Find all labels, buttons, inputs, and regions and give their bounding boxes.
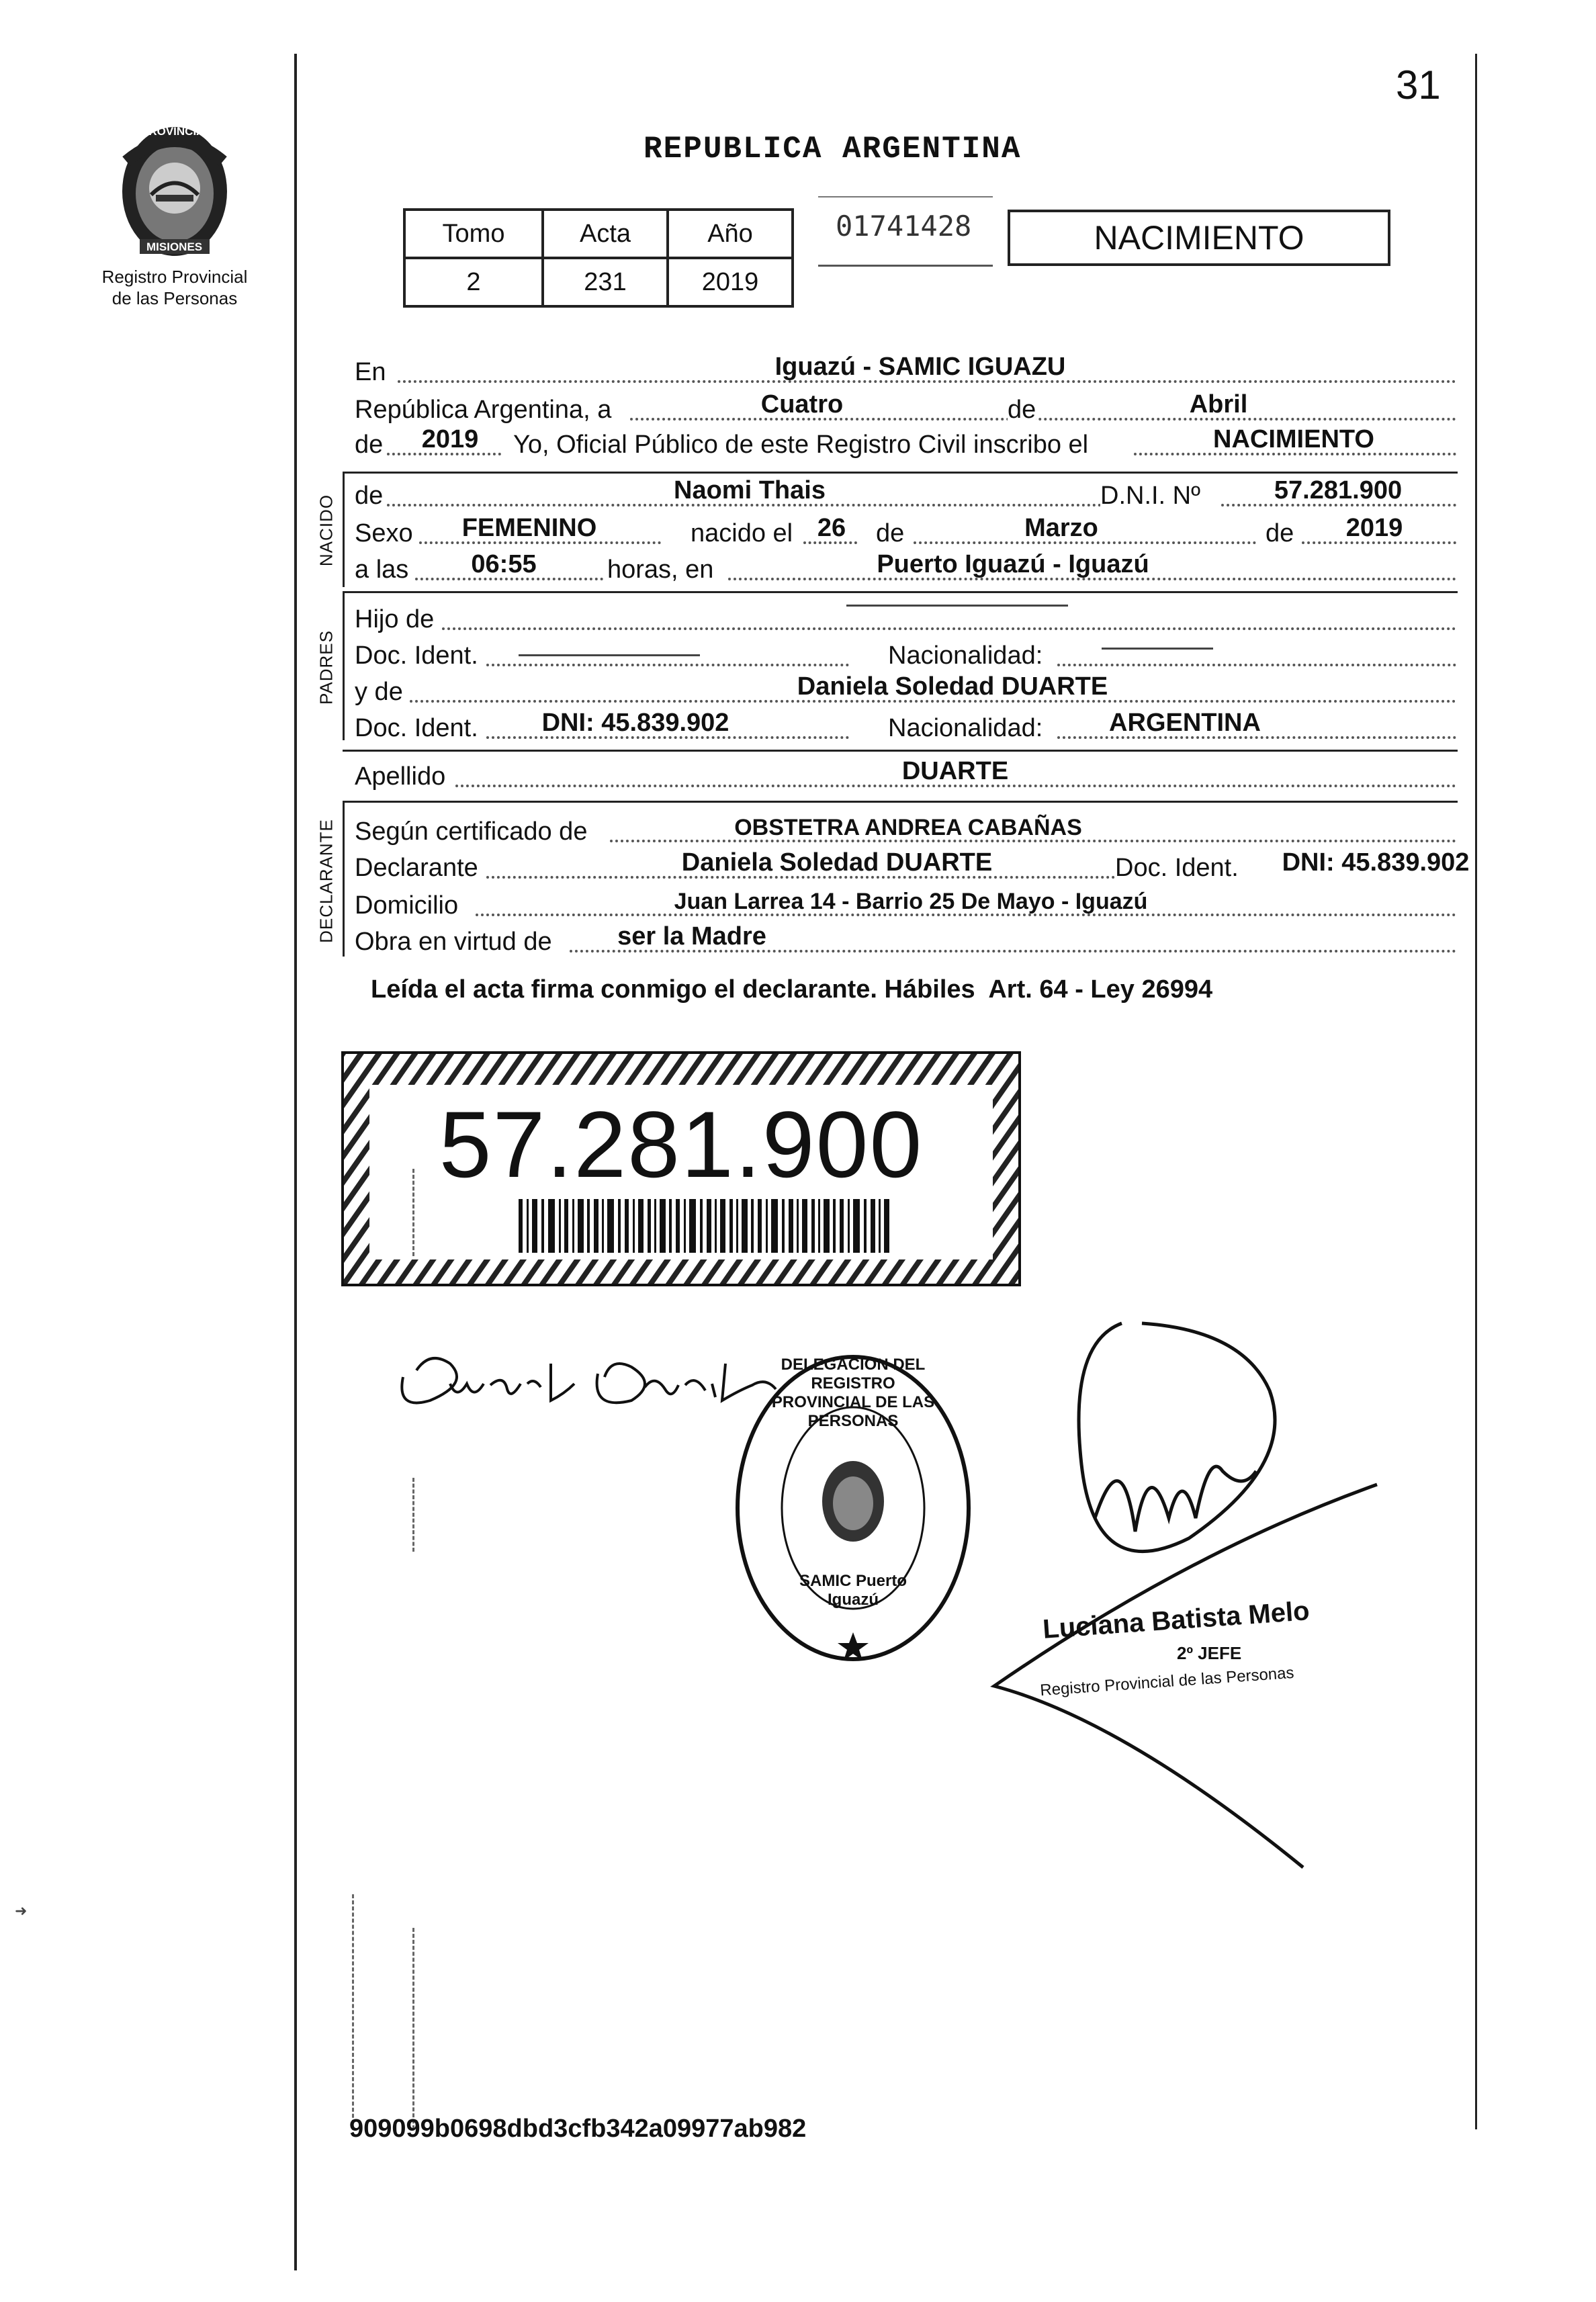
logo-caption-line1: Registro Provincial (101, 267, 248, 287)
dni-card (341, 1051, 1021, 1286)
row-sexo (355, 516, 1456, 551)
declarante-doc-label: Doc. Ident. (1115, 854, 1239, 882)
segun-value: OBSTETRA ANDREA CABAÑAS (734, 815, 1082, 840)
barcode (519, 1199, 891, 1253)
apellido-label: Apellido (355, 762, 446, 791)
declarante-label: Declarante (355, 854, 478, 882)
obra-value: ser la Madre (617, 922, 766, 950)
segun-label: Según certificado de (355, 817, 588, 846)
nacido-section-label: NACIDO (316, 494, 337, 567)
row-y-de (355, 674, 1456, 709)
birth-de1-label: de (876, 519, 905, 547)
dni-card-number: 57.281.900 (439, 1092, 924, 1197)
apellido-value: DUARTE (901, 757, 1009, 785)
event-value: NACIMIENTO (1213, 425, 1374, 453)
row-hijo (355, 602, 1456, 637)
logo-caption (74, 266, 275, 309)
month-value: Abril (1189, 390, 1248, 418)
declarante-section-label: DECLARANTE (316, 819, 337, 943)
row-obra (355, 924, 1456, 959)
nac1-label: Nacionalidad: (888, 641, 1043, 670)
a-las-label: a las (355, 556, 409, 584)
document-title: REPUBLICA ARGENTINA (644, 132, 1022, 167)
serial-number: 01741428 (836, 210, 972, 242)
official-title: 2º JEFE (1177, 1643, 1242, 1663)
row-doc2 (355, 711, 1456, 746)
y-de-label: y de (355, 678, 403, 706)
year-label: de (355, 431, 384, 459)
row-en (355, 355, 1456, 390)
official-name: Luciana Batista Melo (1041, 1596, 1311, 1644)
table-value-tomo: 2 (404, 258, 543, 306)
register-table (403, 208, 794, 308)
yo-text: Yo, Oficial Público de este Registro Civil inscribo el (513, 431, 1089, 459)
stamp-inner-text: SAMIC Puerto Iguazú (799, 1572, 907, 1609)
sexo-value: FEMENINO (461, 514, 597, 542)
row-doc1 (355, 638, 1456, 673)
obra-label: Obra en virtud de (355, 928, 552, 956)
hijo-label: Hijo de (355, 605, 435, 633)
domicilio-label: Domicilio (355, 891, 459, 920)
nacido-de-label: de (355, 482, 384, 510)
dni-value: 57.281.900 (1274, 476, 1403, 504)
logo-caption-line2: de las Personas (112, 288, 238, 308)
time-value: 06:55 (471, 550, 537, 578)
row-domicilio (355, 888, 1456, 923)
horas-label: horas, en (607, 556, 714, 584)
republica-label: República Argentina, a (355, 396, 612, 424)
table-value-acta: 231 (543, 258, 668, 306)
official-office: Registro Provincial de las Personas (1039, 1663, 1295, 1700)
dni-label: D.N.I. Nº (1100, 482, 1200, 510)
table-header-tomo: Tomo (404, 210, 543, 258)
place-value: Puerto Iguazú - Iguazú (877, 550, 1149, 578)
name-value: Naomi Thais (674, 476, 826, 504)
day-value: Cuatro (760, 390, 844, 418)
table-header-anio: Año (668, 210, 793, 258)
declarante-value: Daniela Soledad DUARTE (681, 848, 993, 877)
document-hash: 909099b0698dbd3cfb342a09977ab982 (349, 2115, 807, 2143)
birth-year: 2019 (1345, 514, 1403, 542)
nac2-value: ARGENTINA (1109, 709, 1261, 737)
legal-note: Leída el acta firma conmigo el declarante. Hábiles Art. 64 - Ley 26994 (371, 975, 1213, 1004)
domicilio-value: Juan Larrea 14 - Barrio 25 De Mayo - Iguazú (674, 889, 1148, 914)
row-year (355, 427, 1456, 462)
official-signature (987, 1317, 1404, 1874)
dni-card-inner (369, 1085, 993, 1259)
left-margin-line (294, 54, 297, 2270)
de-month-label: de (1008, 396, 1036, 424)
row-declarante (355, 848, 1470, 885)
padres-section-label: PADRES (316, 630, 337, 705)
doc1-label: Doc. Ident. (355, 641, 478, 670)
table-value-anio: 2019 (668, 258, 793, 306)
row-apellido (355, 759, 1456, 794)
birth-day: 26 (817, 514, 846, 542)
en-value: Iguazú - SAMIC IGUAZU (774, 353, 1066, 381)
nac2-label: Nacionalidad: (888, 714, 1043, 742)
page-number: 31 (1396, 62, 1441, 107)
stamp-outer-text: DELEGACION DEL REGISTRO PROVINCIAL DE LAS PERSONAS (771, 1356, 935, 1430)
record-type-box: NACIMIENTO (1008, 210, 1390, 266)
row-republica (355, 392, 1456, 427)
en-label: En (355, 358, 386, 386)
right-margin-line (1475, 54, 1477, 2129)
birth-de2-label: de (1266, 519, 1294, 547)
birth-month: Marzo (1024, 514, 1098, 542)
year-value: 2019 (421, 425, 479, 453)
declarante-doc-value: DNI: 45.839.902 (1282, 848, 1470, 877)
official-stamp (732, 1350, 974, 1666)
nacido-el-label: nacido el (691, 519, 793, 547)
serial-box (818, 196, 993, 267)
mother-value: Daniela Soledad DUARTE (797, 672, 1108, 701)
doc2-label: Doc. Ident. (355, 714, 478, 742)
province-logo (94, 107, 255, 269)
row-nacido-name (355, 478, 1456, 513)
logo-top-text: PROVINCIA DE (141, 125, 224, 138)
doc2-value: DNI: 45.839.902 (541, 709, 729, 737)
row-hora (355, 552, 1456, 587)
logo-bottom-text: MISIONES (146, 240, 203, 253)
row-segun (355, 814, 1456, 849)
table-header-acta: Acta (543, 210, 668, 258)
sexo-label: Sexo (355, 519, 413, 547)
